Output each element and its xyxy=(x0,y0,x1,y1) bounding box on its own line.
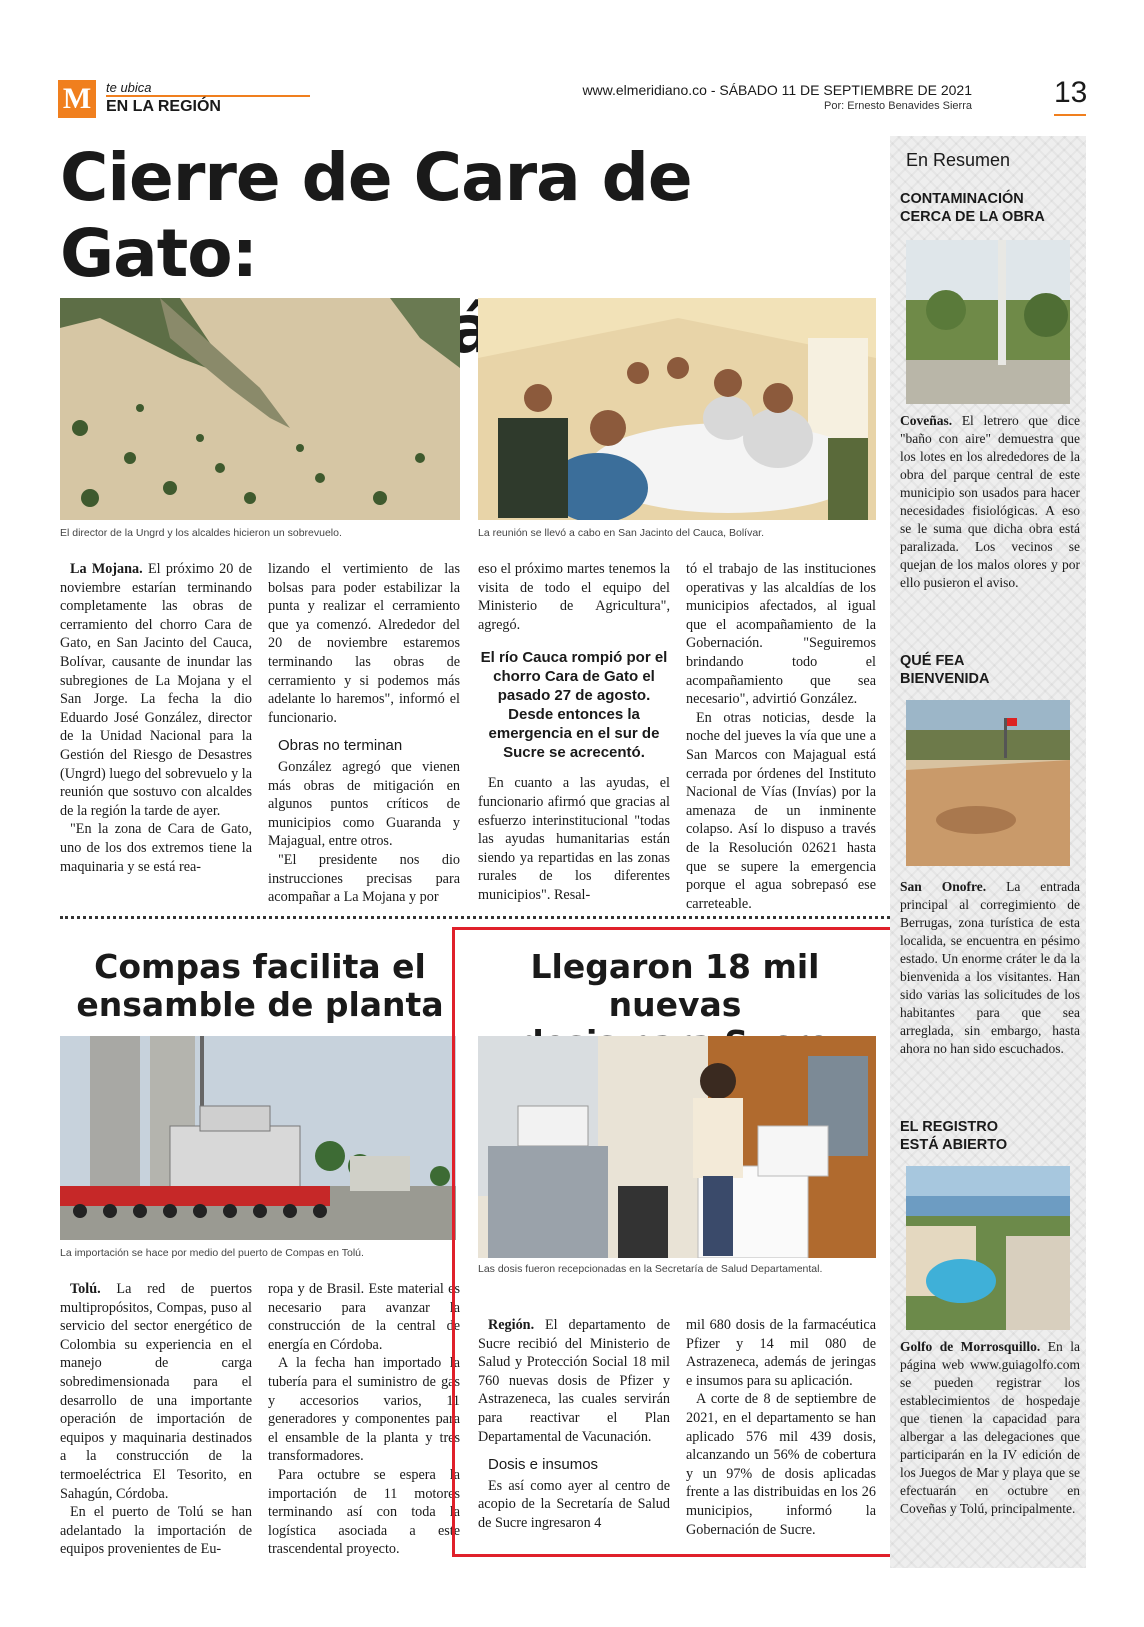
main-article-col2 xyxy=(268,560,460,907)
compas-c1-p2: En el puerto de Tolú se han adelantado la importación de equipos provenientes de Eu- xyxy=(60,1504,252,1558)
sucre-headline-line1: Llegaron 18 mil nuevas xyxy=(530,947,820,1024)
main-c1-p1: El próximo 20 de noviembre estarían terminando completamente las obras de cerramiento del chorro Cara de Gato, en San Jacinto del Cauca, Bolívar, causante de inundar las subregiones de La Mojana y el San Jorge. La fecha la dio Eduardo José González, director de la Unidad Nacional para la Gestión del Riesgo de Desastres (Ungrd) luego del sobrevuelo y la reunión que sostuvo con alcaldes de la región la tarde de ayer. xyxy=(60,561,253,819)
sidebar-item-2-title-l2: BIENVENIDA xyxy=(900,671,990,687)
compas-headline-line2: ensamble de planta xyxy=(76,985,444,1024)
sidebar-item-1-title-l2: CERCA DE LA OBRA xyxy=(900,209,1045,225)
dateline-covenas: Coveñas. xyxy=(900,413,953,428)
main-c1-p2: "En la zona de Cara de Gato, uno de los dos extremos tiene la maquinaria y se está rea- xyxy=(60,821,252,875)
main-c4-p1: tó el trabajo de las instituciones operativas y las alcaldías de los municipios afectados, al igual que el acompañamiento de la Gobernación. "Seguiremos brindando todo el acompañamiento que sea necesario", advirtió González. xyxy=(686,561,876,708)
sidebar-item-3-title-l1: EL REGISTRO xyxy=(900,1119,999,1135)
main-c3-p1: eso el próximo martes tenemos la visita de todo el equipo del Ministerio de Agricultura", agregó. xyxy=(478,561,670,633)
main-c3-p2: En cuanto a las ayudas, el funcionario afirmó que gracias al esfuerzo interinstitucional "todas las ayudas humanitarias están siendo ya repartidas en las zonas rurales de los diferentes municipios". Resal- xyxy=(478,775,670,903)
sidebar-item-3-text xyxy=(900,1338,1080,1518)
compas-headline-line1: Compas facilita el xyxy=(94,947,426,986)
photo-meeting xyxy=(478,298,876,520)
dateline-region: Región. xyxy=(488,1317,535,1333)
pull-quote: El río Cauca rompió por el chorro Cara de Gato el pasado 27 de agosto. Desde entonces la emergencia en el sur de Sucre se acrecentó. xyxy=(480,649,668,762)
photo-vaccine-doses xyxy=(478,1036,876,1258)
main-article-col1 xyxy=(60,560,252,876)
main-c2-p2: González agregó que vienen más obras de mitigación en algunos puntos críticos de municipios como Guaranda y Majagual, entre otros. xyxy=(268,758,460,850)
section-rule xyxy=(106,95,310,97)
caption-vaccine: Las dosis fueron recepcionadas en la Secretaría de Salud Departamental. xyxy=(478,1263,823,1275)
caption-aerial: El director de la Ungrd y los alcaldes hicieron un sobrevuelo. xyxy=(60,527,342,539)
sucre-c1-p2: Es así como ayer al centro de acopio de la Secretaría de Salud de Sucre ingresaron 4 xyxy=(478,1477,670,1531)
sidebar-item-1-title-l1: CONTAMINACIÓN xyxy=(900,191,1024,207)
compas-c2-p3: Para octubre se espera la importación de 11 motores terminando así con toda la logística asociada a este trascendental proyecto. xyxy=(268,1466,460,1558)
caption-meeting: La reunión se llevó a cabo en San Jacinto del Cauca, Bolívar. xyxy=(478,527,765,539)
photo-hotel-pool xyxy=(906,1166,1070,1330)
sidebar-item-3-title-l2: ESTÁ ABIERTO xyxy=(900,1137,1008,1153)
byline: Por: Ernesto Benavides Sierra xyxy=(824,100,972,112)
dateline-san-onofre: San Onofre. xyxy=(900,879,987,894)
sidebar-item-1-body: El letrero que dice "baño con aire" demuestra que los lotes en los alrededores de la obra del parque central de este municipio son usados para hacer necesidades fisiológicas. A eso se le suma que dicha obra está paralizada. Los vecinos se quejan de los malos olores y por ello pusieron el aviso. xyxy=(900,413,1081,590)
photo-compas-transformer xyxy=(60,1036,456,1240)
main-c4-p2: En otras noticias, desde la noche del jueves la vía que une a San Marcos con Majagual está cerrada por órdenes del Instituto Nacional de Vías (Invías) por la amenaza de un inminente colapso. Así lo dispuso a través de la Resolución 02621 hasta que se supere la emergencia porque el agua sobrepasó ese carreteable. xyxy=(686,709,876,912)
photo-aerial-flood xyxy=(60,298,460,520)
main-article-col4 xyxy=(686,560,876,913)
main-headline-line1: Cierre de Cara de Gato: xyxy=(60,139,692,292)
compas-col2 xyxy=(268,1280,460,1559)
subhead-obras: Obras no terminan xyxy=(278,737,403,755)
page-number: 13 xyxy=(1054,76,1088,109)
compas-c1-p1: La red de puertos multipropósitos, Compas, puso al servicio del sector energético de Colombia su experiencia en el manejo de carga sobredimensionada para el desarrollo de una importante operación de importación de equipos y maquinaria destinados a la construcción de la termoeléctrica El Tesorito, en Sahagún, Córdoba. xyxy=(60,1281,252,1502)
sucre-c1-p1: El departamento de Sucre recibió del Ministerio de Salud y Protección Social 18 mil 760 nuevas dosis de Pfizer y Astrazeneca, las cuales servirán para reactivar el Plan Departamental de Vacunación. xyxy=(478,1317,670,1445)
sidebar-item-3-title xyxy=(900,1118,1080,1154)
sidebar-item-1-title xyxy=(900,190,1080,226)
main-article-col3 xyxy=(478,560,670,905)
sidebar-item-2-text xyxy=(900,878,1080,1058)
sidebar-item-2-title-l1: QUÉ FEA xyxy=(900,653,965,669)
compas-headline xyxy=(60,948,460,1024)
section-tag: te ubica xyxy=(106,80,152,95)
sidebar-item-2-title xyxy=(900,652,1080,688)
compas-c2-p1: ropa y de Brasil. Este material es necesario para avanzar la construcción de la central de energía en Córdoba. xyxy=(268,1281,460,1353)
sucre-c2-p2: A corte de 8 de septiembre de 2021, en el departamento se han aplicado 576 mil 439 dosis, alcanzando un 56% de cobertura y un 97% de dosis aplicadas frente a las distribuidas en los 26 municipios, informó la Gobernación de Sucre. xyxy=(686,1391,876,1538)
dotted-separator xyxy=(60,916,890,919)
sidebar-item-1-text xyxy=(900,412,1080,592)
compas-c2-p2: A la fecha han importado la tubería para el suministro de gas y accesorios varios, 11 generadores y componentes para el ensamble de la planta y tres transformadores. xyxy=(268,1355,460,1465)
page-number-rule xyxy=(1054,114,1086,116)
sucre-col2 xyxy=(686,1316,876,1539)
sucre-c2-p1: mil 680 dosis de la farmacéutica Pfizer y 14 mil 080 de Astrazeneca, además de jeringas e insumos para su aplicación. xyxy=(686,1317,876,1389)
main-c2-p1: lizando el vertimiento de las bolsas para poder estabilizar la punta y realizar el cerramiento que ya comenzó. Alrededor del 20 de noviembre estaremos terminando las obras de cerramiento y si podemos más adelante lo haremos", informó el funcionario. xyxy=(268,561,460,726)
sidebar-item-3-body: En la página web www.guiagolfo.com se pueden registrar los establecimientos de hospedaje que tienen la capacidad para albergar a las delegaciones que participarán en la IV edición de los Juegos de Mar y playa que se efectuarán en octubre en Coveñas y Tolú, principalmente. xyxy=(900,1339,1080,1516)
sidebar-item-2-body: La entrada principal al corregimiento de Berrugas, zona turística de esta localida, se encuentra en pésimo estado. Un enorme cráter le da la bienvenida a los visitantes. Han sido varias las solicitudes de los habitantes para que sea arreglada, sin embargo, hasta ahora no han sido escuchados. xyxy=(900,879,1081,1056)
dateline-tolu: Tolú. xyxy=(70,1281,101,1297)
subhead-dosis: Dosis e insumos xyxy=(488,1456,599,1474)
photo-berrugas-road xyxy=(906,700,1070,866)
main-c2-p3: "El presidente nos dio instrucciones precisas para acompañar a La Mojana y por xyxy=(268,851,460,906)
dateline-la-mojana: La Mojana. xyxy=(70,561,143,577)
sidebar-heading: En Resumen xyxy=(906,150,1011,170)
section-name: EN LA REGIÓN xyxy=(106,98,221,115)
photo-covenas-sign xyxy=(906,240,1070,404)
newspaper-logo: M xyxy=(58,80,96,118)
dateline-golfo: Golfo de Morrosquillo. xyxy=(900,1339,1041,1354)
sucre-col1 xyxy=(478,1316,670,1533)
compas-col1 xyxy=(60,1280,252,1559)
caption-compas: La importación se hace por medio del puerto de Compas en Tolú. xyxy=(60,1247,364,1259)
site-date: www.elmeridiano.co - SÁBADO 11 DE SEPTIEMBRE DE 2021 xyxy=(582,82,972,98)
